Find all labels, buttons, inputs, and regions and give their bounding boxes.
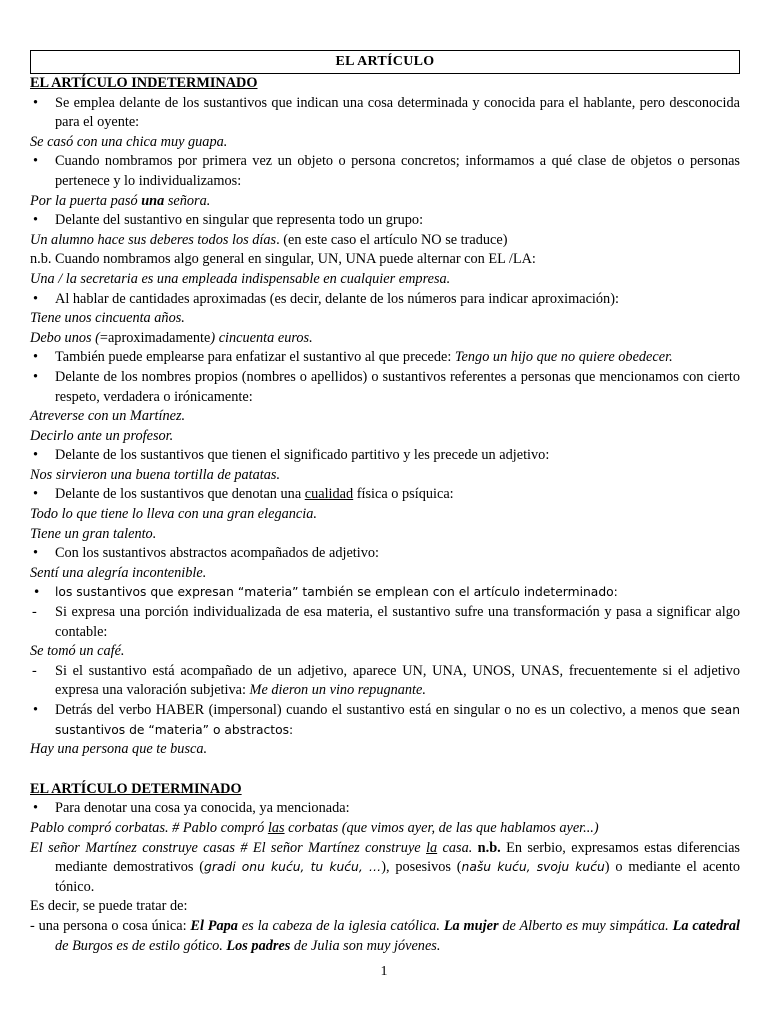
example-sentence: Todo lo que tiene lo lleva con una gran elegancia. [30,506,317,523]
paragraph-example: - una persona o cosa única: El Papa es la cabeza de la iglesia católica. La mujer de Alberto es muy simpática. La catedral de Burgos es de estilo gótico. Los padres de Julia son muy jóvenes. [30,917,740,954]
bullet-item: • Para denotar una cosa ya conocida, ya mencionada: [30,799,740,819]
section-heading-determinado: EL ARTÍCULO DETERMINADO [30,780,242,797]
example-sentence: Atreverse con un Martínez. [30,408,186,425]
bullet-item: • Se emplea delante de los sustantivos que indican una cosa determinada y conocida para el hablante, pero desconocida para el oyente: [30,94,740,133]
bullet-item: • Al hablar de cantidades aproximadas (es decir, delante de los números para indicar aproximación): [30,290,740,310]
example-sentence: Decirlo ante un profesor. [30,427,174,444]
note-text: n.b. Cuando nombramos algo general en singular, UN, UNA puede alternar con EL /LA: [30,251,536,268]
example-sentence: Un alumno hace sus deberes todos los días. (en este caso el artículo NO se traduce) [30,231,508,248]
page-number: 1 [380,964,388,979]
example-sentence: Tiene unos cincuenta años. [30,310,185,327]
section-heading-indeterminado: EL ARTÍCULO INDETERMINADO [30,75,258,91]
bullet-item: • Delante de los sustantivos que tienen el significado partitivo y les precede un adjetivo: [30,446,740,466]
example-sentence: Por la puerta pasó una señora. [30,192,211,209]
bullet-item: • Delante del sustantivo en singular que representa todo un grupo: [30,211,740,231]
bullet-item: • Delante de los nombres propios (nombres o apellidos) o sustantivos referentes a personas que mencionamos con cierto respeto, verdadera o irónicamente: [30,368,740,407]
paragraph-text: Es decir, se puede tratar de: [30,898,188,915]
bullet-item: • Cuando nombramos por primera vez un objeto o persona concretos; informamos a qué clase de objetos o personas pertenece y lo individualizamos: [30,152,740,191]
bullet-item: • También puede emplearse para enfatizar el sustantivo al que precede: Tengo un hijo que no quiere obedecer. [30,348,740,368]
example-sentence: Debo unos (=aproximadamente) cincuenta euros. [30,329,313,346]
example-sentence: Pablo compró corbatas. # Pablo compró las corbatas (que vimos ayer, de las que hablamos ayer...) [30,819,599,836]
document-title: EL ARTÍCULO [30,50,740,74]
example-sentence: Una / la secretaria es una empleada indispensable en cualquier empresa. [30,270,451,287]
document-page [30,50,740,956]
example-sentence: Se casó con una chica muy guapa. [30,133,228,150]
example-sentence: Sentí una alegría incontenible. [30,564,207,581]
example-sentence: Nos sirvieron una buena tortilla de patatas. [30,466,281,483]
example-sentence: Se tomó un café. [30,643,125,660]
bullet-item: • Delante de los sustantivos que denotan una cualidad física o psíquica: [30,485,740,505]
paragraph-example-note: El señor Martínez construye casas # El señor Martínez construye la casa. n.b. En serbio, expresamos estas diferencias mediante demostrativos (gradi onu kuću, tu kuću, …), posesivos (našu kuću, svoju kuću) o mediante el acento tónico. [30,839,740,895]
example-sentence: Tiene un gran talento. [30,525,157,542]
example-sentence: Hay una persona que te busca. [30,741,208,758]
bullet-item: • los sustantivos que expresan “materia” también se emplean con el artículo indeterminado: [30,583,740,603]
bullet-item: • Con los sustantivos abstractos acompañados de adjetivo: [30,544,740,564]
dash-item: - Si expresa una porción individualizada de esa materia, el sustantivo sufre una transformación y pasa a significar algo contable: [30,603,740,642]
dash-item: - Si el sustantivo está acompañado de un adjetivo, aparece UN, UNA, UNOS, UNAS, frecuentemente si el adjetivo expresa una valoración subjetiva: Me dieron un vino repugnante. [30,662,740,701]
section-spacer [30,760,740,780]
bullet-item: • Detrás del verbo HABER (impersonal) cuando el sustantivo está en singular o no es un colectivo, a menos que sean sustantivos de “materia” o abstractos: [30,701,740,740]
